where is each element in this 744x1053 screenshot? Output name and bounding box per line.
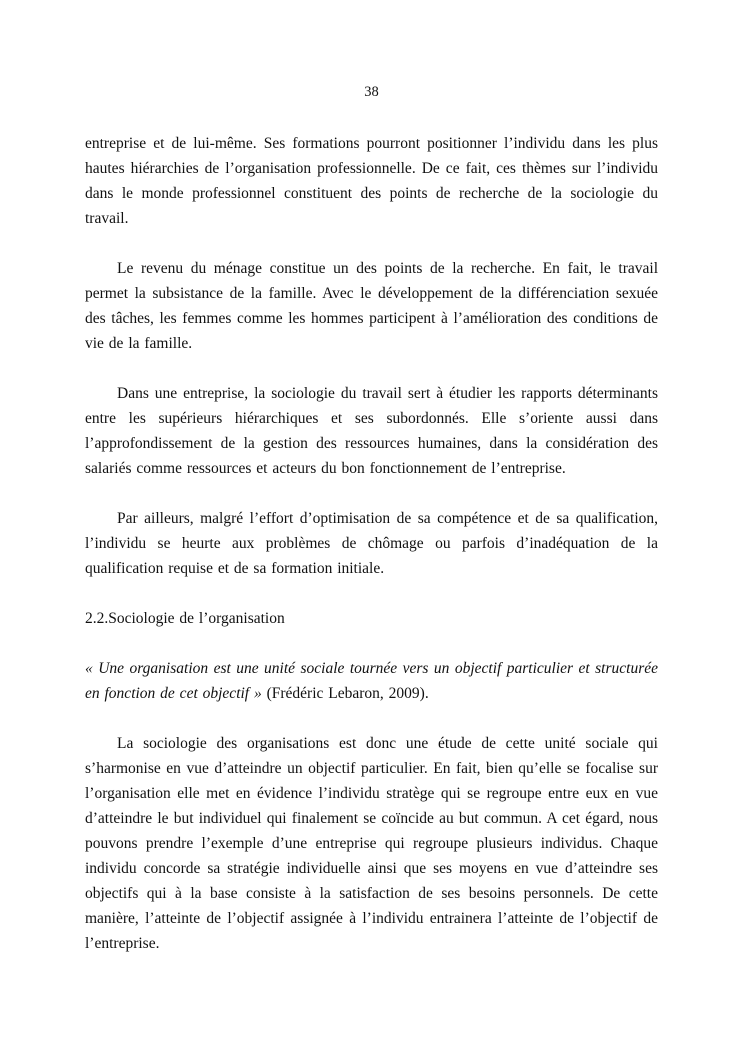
section-heading: 2.2.Sociologie de l’organisation [85,610,285,627]
body-paragraph: Dans une entreprise, la sociologie du travail sert à étudier les rapports déterminants entre les supérieurs hiérarchiques et ses subordonnés. Elle s’oriente aussi dans l’approfondissement de la gestion des ressources humaines, dans la considération des salariés comme ressources et acteurs du bon fonctionnement de l’entreprise. [85,385,658,477]
quote-text: « Une organisation est une unité sociale tournée vers un objectif particulier et structurée en fonction de cet objectif » [85,660,658,702]
page-number: 38 [364,84,379,100]
quote-citation: (Frédéric Lebaron, 2009). [266,685,429,702]
body-paragraph: entreprise et de lui-même. Ses formations pourront positionner l’individu dans les plus hautes hiérarchies de l’organisation professionnelle. De ce fait, ces thèmes sur l’individu dans le monde professionnel constituent des points de recherche de la sociologie du travail. [85,135,658,227]
page-body [85,131,658,956]
quote-paragraph [85,656,658,706]
body-paragraph: Le revenu du ménage constitue un des points de la recherche. En fait, le travail permet la subsistance de la famille. Avec le développement de la différenciation sexuée des tâches, les femmes comme les hommes participent à l’amélioration des conditions de vie de la famille. [85,260,658,352]
body-paragraph: La sociologie des organisations est donc une étude de cette unité sociale qui s’harmonise en vue d’atteindre un objectif particulier. En fait, bien qu’elle se focalise sur l’organisation elle met en évidence l’individu stratège qui se regroupe entre eux en vue d’atteindre le but individuel qui finalement se coïncide au but commun. A cet égard, nous pouvons prendre l’exemple d’une entreprise qui regroupe plusieurs individus. Chaque individu concorde sa stratégie individuelle ainsi que ses moyens en vue d’atteindre ses objectifs qui à la base consiste à la satisfaction de ses besoins personnels. De cette manière, l’atteinte de l’objectif assignée à l’individu entrainera l’atteinte de l’objectif de l’entreprise. [85,735,658,952]
body-paragraph: Par ailleurs, malgré l’effort d’optimisation de sa compétence et de sa qualification, l’individu se heurte aux problèmes de chômage ou parfois d’inadéquation de la qualification requise et de sa formation initiale. [85,510,658,577]
